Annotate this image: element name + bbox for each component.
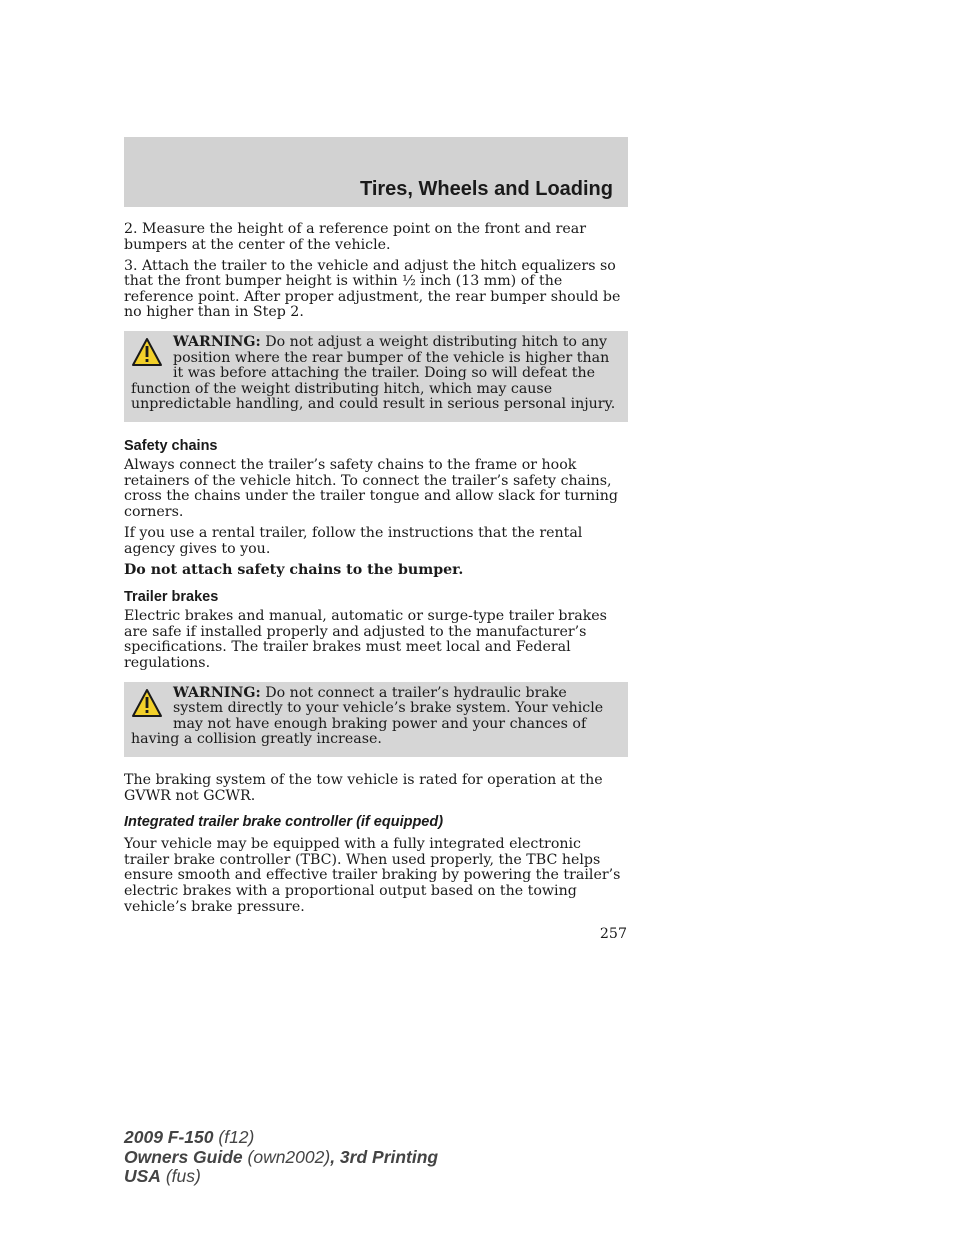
heading-integrated-tbc: Integrated trailer brake controller (if equipped) [124, 814, 444, 831]
heading-trailer-brakes: Trailer brakes [124, 589, 219, 606]
trailer-brakes-para: Electric brakes and manual, automatic or surge-type trailer brakes are safe if installed properly and adjusted to the manufacturer’s specifications. The trailer brakes must meet local and Federal regulations. [124, 608, 607, 671]
warning-label: WARNING: [173, 334, 261, 351]
footer-line-region: USA (fus) [124, 1166, 201, 1186]
warning-box-hitch [124, 331, 628, 422]
warning-label: WARNING: [173, 684, 261, 701]
safety-chains-para-1: Always connect the trailer’s safety chains to the frame or hook retainers of the vehicle hitch. To connect the trailer’s safety chains, cross the chains under the trailer tongue and allow slack for turning corners. [124, 457, 618, 520]
step-3: 3. Attach the trailer to the vehicle and adjust the hitch equalizers so that the front bumper height is within ½ inch (13 mm) of the reference point. After proper adjustment, the rear bumper should be no higher than in Step 2. [124, 257, 621, 321]
safety-chains-para-2: If you use a rental trailer, follow the instructions that the rental agency gives to you. [124, 524, 583, 557]
warning-text: Do not connect a trailer’s hydraulic brake system directly to your vehicle’s brake system. Your vehicle may not have enough braking power and your chances of having a collision greatly increase. [131, 684, 604, 748]
step-2: 2. Measure the height of a reference point on the front and rear bumpers at the center of the vehicle. [124, 221, 587, 253]
footer-line-guide: Owners Guide (own2002), 3rd Printing [124, 1146, 439, 1167]
braking-note: The braking system of the tow vehicle is rated for operation at the GVWR not GCWR. [124, 771, 603, 804]
warning-triangle-icon [131, 337, 163, 367]
section-title: Tires, Wheels and Loading [359, 178, 613, 200]
section-header [124, 137, 628, 207]
integrated-tbc-para: Your vehicle may be equipped with a fully integrated electronic trailer brake controller (TBC). When used properly, the TBC helps ensure smooth and effective trailer braking by powering the trailer’s electric brakes with a proportional output based on the towing vehicle’s brake pressure. [124, 836, 621, 915]
safety-chains-bold-note: Do not attach safety chains to the bumper. [124, 561, 464, 578]
footer-line-model: 2009 F-150 (f12) [124, 1127, 255, 1147]
warning-box-hydraulic [124, 682, 628, 757]
document-footer [124, 1128, 438, 1187]
page-content [124, 222, 628, 921]
warning-triangle-icon [131, 688, 163, 718]
page-number: 257 [599, 926, 627, 942]
warning-text: Do not adjust a weight distributing hitch to any position where the rear bumper of the vehicle is higher than it was before attaching the trailer. Doing so will defeat the function of the weight distributing hitch, which may cause unpredictable handling, and could result in serious personal injury. [131, 334, 616, 413]
heading-safety-chains: Safety chains [124, 438, 218, 455]
